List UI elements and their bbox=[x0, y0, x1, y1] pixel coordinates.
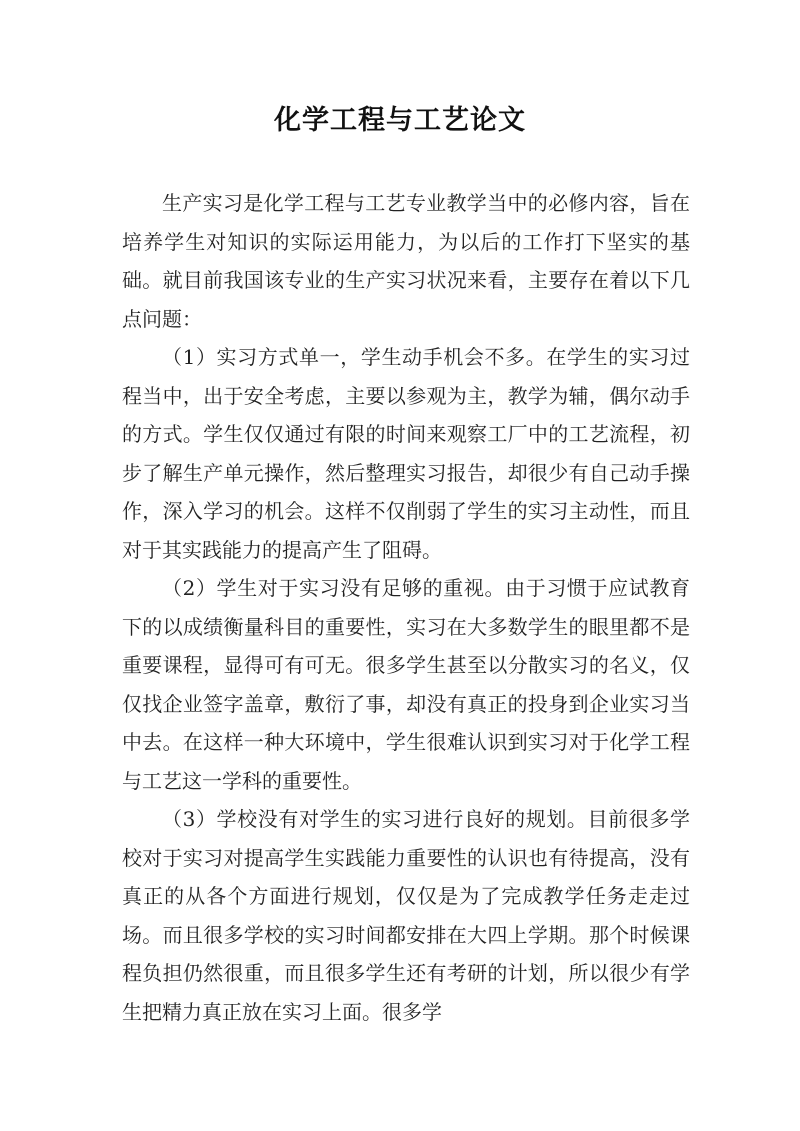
paragraph-point-2: （2）学生对于实习没有足够的重视。由于习惯于应试教育下的以成绩衡量科目的重要性，实习在大多数学生的眼里都不是重要课程，显得可有可无。很多学生甚至以分散实习的名义，仅仅找企业签字盖章，敷衍了事，却没有真正的投身到企业实习当中去。在这样一种大环境中，学生很难认识到实习对于化学工程与工艺这一学科的重要性。 bbox=[122, 576, 690, 793]
document-body bbox=[122, 184, 690, 1031]
paragraph-intro: 生产实习是化学工程与工艺专业教学当中的必修内容，旨在培养学生对知识的实际运用能力，为以后的工作打下坚实的基础。就目前我国该专业的生产实习状况来看，主要存在着以下几点问题： bbox=[122, 191, 690, 331]
paragraph-point-3: （3）学校没有对学生的实习进行良好的规划。目前很多学校对于实习对提高学生实践能力重要性的认识也有待提高，没有真正的从各个方面进行规划，仅仅是为了完成教学任务走走过场。而且很多学校的实习时间都安排在大四上学期。那个时候课程负担仍然很重，而且很多学生还有考研的计划，所以很少有学生把精力真正放在实习上面。很多学 bbox=[122, 807, 690, 1024]
paragraph-point-1: （1）实习方式单一，学生动手机会不多。在学生的实习过程当中，出于安全考虑，主要以参观为主，教学为辅，偶尔动手的方式。学生仅仅通过有限的时间来观察工厂中的工艺流程，初步了解生产单元操作，然后整理实习报告，却很少有自己动手操作，深入学习的机会。这样不仅削弱了学生的实习主动性，而且对于其实践能力的提高产生了阻碍。 bbox=[122, 345, 690, 562]
page-title: 化学工程与工艺论文 bbox=[274, 105, 526, 136]
